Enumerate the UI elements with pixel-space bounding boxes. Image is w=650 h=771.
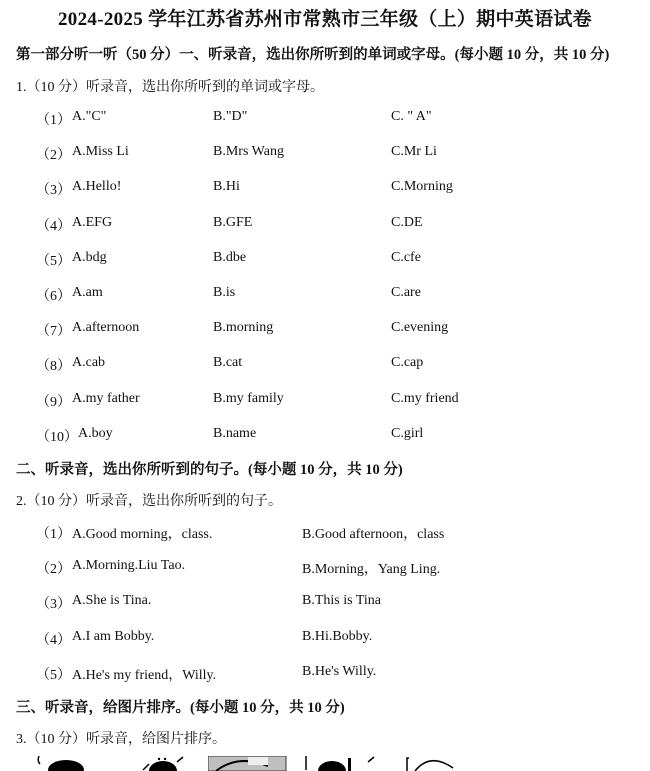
picture-4: [300, 756, 380, 771]
option-b[interactable]: B.He's Willy.: [302, 663, 377, 679]
option-c[interactable]: C. " A": [391, 109, 432, 124]
option-b[interactable]: B.morning: [213, 320, 274, 336]
item-number: （6）: [36, 289, 71, 304]
item-number: （5）: [36, 253, 71, 269]
item-number: （8）: [36, 359, 71, 375]
word-option-row: [0, 320, 650, 338]
word-option-row: [0, 355, 650, 373]
option-b[interactable]: B.Hi: [213, 179, 240, 195]
option-c[interactable]: C.Mr Li: [391, 144, 437, 160]
option-b[interactable]: B.Hi.Bobby.: [302, 628, 373, 644]
option-b[interactable]: B.Good afternoon，class: [302, 527, 445, 542]
item-number: （1）: [36, 527, 71, 542]
option-a[interactable]: A.She is Tina.: [72, 593, 152, 609]
option-a[interactable]: A.He's my friend，Willy.: [72, 667, 217, 683]
sentence-option-row: [0, 523, 650, 541]
option-b[interactable]: B."D": [213, 109, 248, 124]
part1-heading: 第一部分听一听（50 分）一、听录音，选出你所听到的单词或字母。(每小题 10 分，共 10 分): [16, 47, 610, 63]
option-b[interactable]: B.Mrs Wang: [213, 144, 284, 160]
option-c[interactable]: C.my friend: [391, 390, 459, 406]
option-a[interactable]: A.boy: [78, 425, 113, 441]
item-number: （3）: [36, 183, 71, 199]
option-a[interactable]: A.my father: [72, 390, 140, 406]
sentence-option-row: [0, 593, 650, 611]
option-b[interactable]: B.is: [213, 285, 236, 300]
question-2: 2.（10 分）听录音，选出你所听到的句子。: [16, 494, 282, 509]
question-3: 3.（10 分）听录音，给图片排序。: [16, 732, 226, 747]
option-a[interactable]: A."C": [72, 109, 107, 124]
item-number: （3）: [36, 597, 71, 613]
item-number: （5）: [36, 667, 71, 683]
item-number: （4）: [36, 632, 71, 648]
option-c[interactable]: C.evening: [391, 320, 449, 336]
part2-heading: 二、听录音，选出你所听到的句子。(每小题 10 分，共 10 分): [16, 462, 403, 478]
option-b[interactable]: B.my family: [213, 390, 284, 406]
option-c[interactable]: C.cfe: [391, 249, 421, 265]
item-number: （9）: [36, 394, 71, 410]
option-b[interactable]: B.dbe: [213, 249, 247, 265]
option-a[interactable]: A.afternoon: [72, 320, 140, 336]
option-b[interactable]: B.cat: [213, 355, 243, 371]
option-b[interactable]: B.This is Tina: [302, 593, 381, 609]
word-option-row: [0, 179, 650, 197]
item-number: （1）: [36, 113, 71, 128]
part3-heading: 三、听录音，给图片排序。(每小题 10 分，共 10 分): [16, 700, 345, 716]
option-a[interactable]: A.I am Bobby.: [72, 628, 155, 644]
picture-1: [36, 756, 96, 771]
word-option-row: [0, 215, 650, 233]
word-option-row: [0, 250, 650, 268]
word-option-row: [0, 109, 650, 127]
option-a[interactable]: A.Good morning，class.: [72, 527, 213, 542]
option-a[interactable]: A.Hello!: [72, 179, 122, 195]
pictures-strip: [0, 756, 650, 771]
option-b[interactable]: B.Morning，Yang Ling.: [302, 562, 441, 578]
picture-2: [135, 756, 195, 771]
option-c[interactable]: C.are: [391, 285, 421, 300]
document-title: 2024-2025 学年江苏省苏州市常熟市三年级（上）期中英语试卷: [58, 9, 592, 30]
word-option-row: [0, 391, 650, 409]
word-option-row: [0, 285, 650, 303]
word-option-row: [0, 426, 650, 444]
option-a[interactable]: A.bdg: [72, 249, 107, 265]
sentence-option-row: [0, 558, 650, 576]
option-b[interactable]: B.GFE: [213, 214, 253, 230]
option-a[interactable]: A.EFG: [72, 214, 113, 230]
picture-5: [405, 756, 465, 771]
option-c[interactable]: C.cap: [391, 355, 424, 371]
option-a[interactable]: A.Miss Li: [72, 144, 129, 160]
item-number: （7）: [36, 324, 71, 340]
sentence-option-row: [0, 664, 650, 682]
option-a[interactable]: A.Morning.Liu Tao.: [72, 558, 186, 574]
sentence-option-row: [0, 629, 650, 647]
option-b[interactable]: B.name: [213, 425, 257, 441]
item-number: （10）: [36, 429, 78, 445]
question-1: 1.（10 分）听录音，选出你所听到的单词或字母。: [16, 80, 324, 95]
item-number: （4）: [36, 218, 71, 234]
option-c[interactable]: C.Morning: [391, 179, 453, 195]
option-a[interactable]: A.cab: [72, 355, 106, 371]
option-c[interactable]: C.girl: [391, 425, 424, 441]
picture-3: [208, 756, 288, 771]
option-a[interactable]: A.am: [72, 285, 103, 300]
word-option-row: [0, 144, 650, 162]
item-number: （2）: [36, 148, 71, 164]
item-number: （2）: [36, 562, 71, 578]
option-c[interactable]: C.DE: [391, 214, 423, 230]
